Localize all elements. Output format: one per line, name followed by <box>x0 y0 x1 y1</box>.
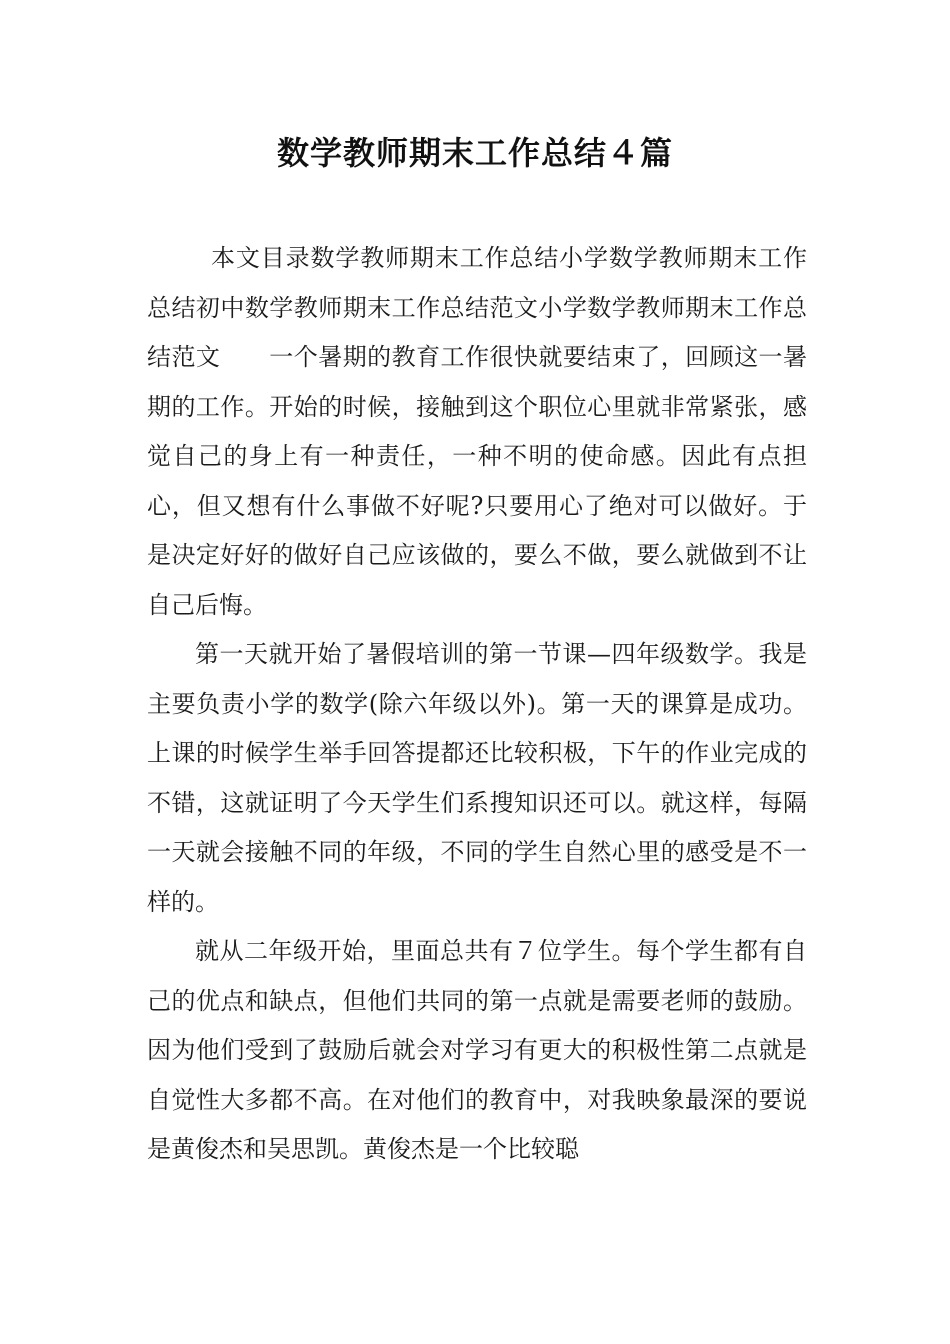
paragraph-2: 第一天就开始了暑假培训的第一节课—四年级数学。我是主要负责小学的数学(除六年级以外)。第一天的课算是成功。上课的时候学生举手回答提都还比较积极，下午的作业完成的不错，这就证明了今天学生们系搜知识还可以。就这样，每隔一天就会接触不同的年级，不同的学生自然心里的感受是不一样的。 <box>147 640 807 916</box>
paragraph-3: 就从二年级开始，里面总共有７位学生。每个学生都有自己的优点和缺点，但他们共同的第一点就是需要老师的鼓励。因为他们受到了鼓励后就会对学习有更大的积极性第二点就是自觉性大多都不高。在对他们的教育中，对我映象最深的要说是黄俊杰和吴思凯。黄俊杰是一个比较聪 <box>147 937 807 1163</box>
paragraph-1: 本文目录数学教师期末工作总结小学数学教师期末工作总结初中数学教师期末工作总结范文小学数学教师期末工作总结范文 一个暑期的教育工作很快就要结束了，回顾这一暑期的工作。开始的时候，接触到这个职位心里就非常紧张，感觉自己的身上有一种责任，一种不明的使命感。因此有点担心，但又想有什么事做不好呢?只要用心了绝对可以做好。于是决定好好的做好自己应该做的，要么不做，要么就做到不让自己后悔。 <box>147 244 807 619</box>
document-body <box>147 234 807 1175</box>
document-title: 数学教师期末工作总结４篇 <box>276 134 673 172</box>
